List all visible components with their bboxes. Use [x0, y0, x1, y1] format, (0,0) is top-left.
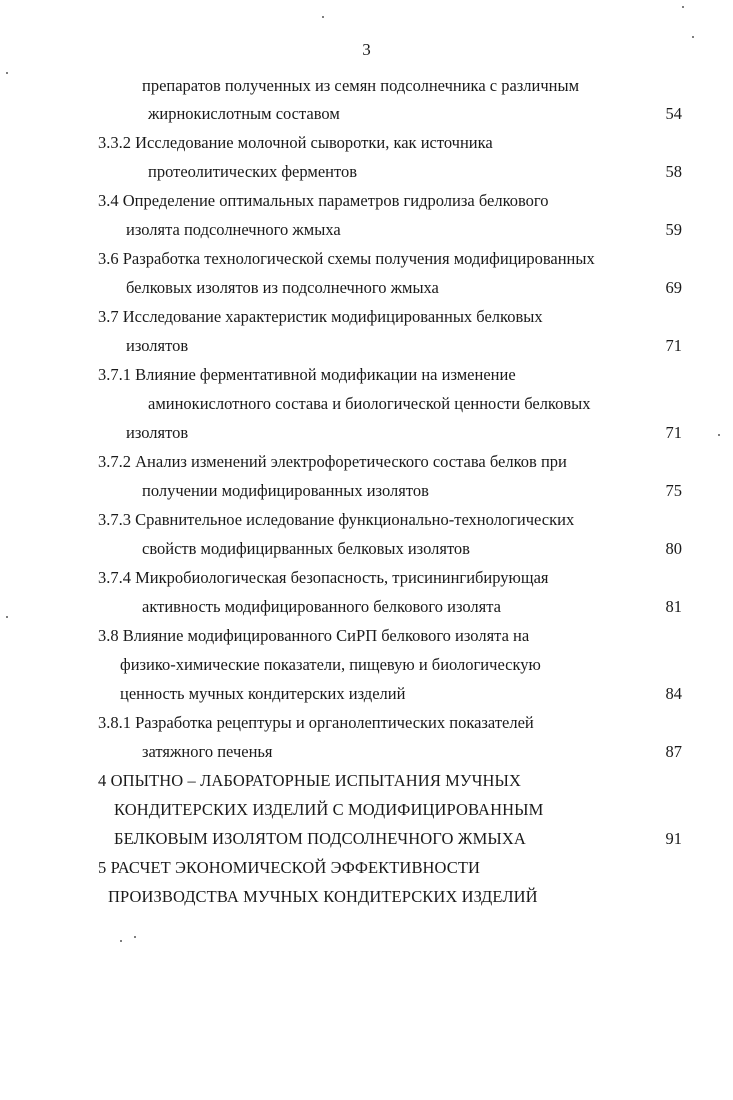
- toc-page-number: 58: [665, 162, 682, 181]
- toc-page-number: 81: [665, 597, 682, 616]
- toc-entry-text: активность модифицированного белкового изолята: [142, 597, 501, 616]
- toc-page-number: 69: [665, 278, 682, 297]
- scan-speck: [6, 72, 8, 74]
- toc-entry-text: 3.7.4 Микробиологическая безопасность, трисинингибирующая: [98, 568, 549, 587]
- scan-speck: [692, 36, 694, 38]
- toc-entry-text: 3.3.2 Исследование молочной сыворотки, как источника: [98, 133, 493, 152]
- scan-speck: [6, 616, 8, 618]
- toc-entry-text: изолятов: [126, 423, 189, 442]
- toc-entry-text: 3.8.1 Разработка рецептуры и органолептических показателей: [98, 713, 534, 732]
- toc-entry-text: аминокислотного состава и биологической ценности белковых: [148, 394, 591, 413]
- toc-entry-text: 3.7.3 Сравнительное иследование функционально-технологических: [98, 510, 575, 529]
- scan-speck: [134, 936, 136, 938]
- toc-page-number: 59: [665, 220, 682, 239]
- toc-entry-text: 3.8 Влияние модифицированного СиРП белкового изолята на: [98, 626, 530, 645]
- toc-entry-text: препаратов полученных из семян подсолнечника с различным: [142, 76, 580, 95]
- toc-entry-text: изолята подсолнечного жмыха: [126, 220, 341, 239]
- toc-entry-text: белковых изолятов из подсолнечного жмыха: [126, 278, 439, 297]
- toc-chapter-text: 4 ОПЫТНО – ЛАБОРАТОРНЫЕ ИСПЫТАНИЯ МУЧНЫХ: [98, 771, 522, 790]
- toc-entry-text: получении модифицированных изолятов: [142, 481, 429, 500]
- toc-entry-text: ценность мучных кондитерских изделий: [120, 684, 406, 703]
- toc-entry-text: 3.4 Определение оптимальных параметров гидролиза белкового: [98, 191, 549, 210]
- toc-chapter-text: ПРОИЗВОДСТВА МУЧНЫХ КОНДИТЕРСКИХ ИЗДЕЛИЙ: [108, 887, 538, 906]
- toc-page-number: 71: [665, 423, 682, 442]
- toc-entry-text: 3.7 Исследование характеристик модифицированных белковых: [98, 307, 543, 326]
- toc-entry-text: 3.7.1 Влияние ферментативной модификации на изменение: [98, 365, 516, 384]
- scan-speck: [718, 434, 720, 436]
- toc-page-number: 75: [665, 481, 682, 500]
- page-number: 3: [362, 40, 371, 59]
- toc-entry-text: изолятов: [126, 336, 189, 355]
- toc-entry-text: 3.6 Разработка технологической схемы получения модифицированных: [98, 249, 595, 268]
- toc-page-number: 54: [665, 104, 682, 123]
- toc-chapter-text: 5 РАСЧЕТ ЭКОНОМИЧЕСКОЙ ЭФФЕКТИВНОСТИ: [98, 858, 481, 877]
- toc-entry-text: физико-химические показатели, пищевую и биологическую: [120, 655, 541, 674]
- toc-page-number: 84: [665, 684, 682, 703]
- toc-entry-text: жирнокислотным составом: [148, 104, 340, 123]
- toc-page-number: 71: [665, 336, 682, 355]
- scan-speck: [322, 16, 324, 18]
- toc-page-number: 91: [665, 829, 682, 848]
- scan-speck: [682, 6, 684, 8]
- toc-entry-text: свойств модифицирванных белковых изолятов: [142, 539, 470, 558]
- toc-entry-text: 3.7.2 Анализ изменений электрофоретического состава белков при: [98, 452, 567, 471]
- scan-speck: [120, 940, 122, 942]
- toc-entry-text: затяжного печенья: [142, 742, 273, 761]
- toc-page-number: 80: [665, 539, 682, 558]
- toc-chapter-text: КОНДИТЕРСКИХ ИЗДЕЛИЙ С МОДИФИЦИРОВАННЫМ: [114, 800, 544, 819]
- toc-entry-text: протеолитических ферментов: [148, 162, 358, 181]
- toc-page-number: 87: [665, 742, 682, 761]
- toc-chapter-text: БЕЛКОВЫМ ИЗОЛЯТОМ ПОДСОЛНЕЧНОГО ЖМЫХА: [114, 829, 526, 848]
